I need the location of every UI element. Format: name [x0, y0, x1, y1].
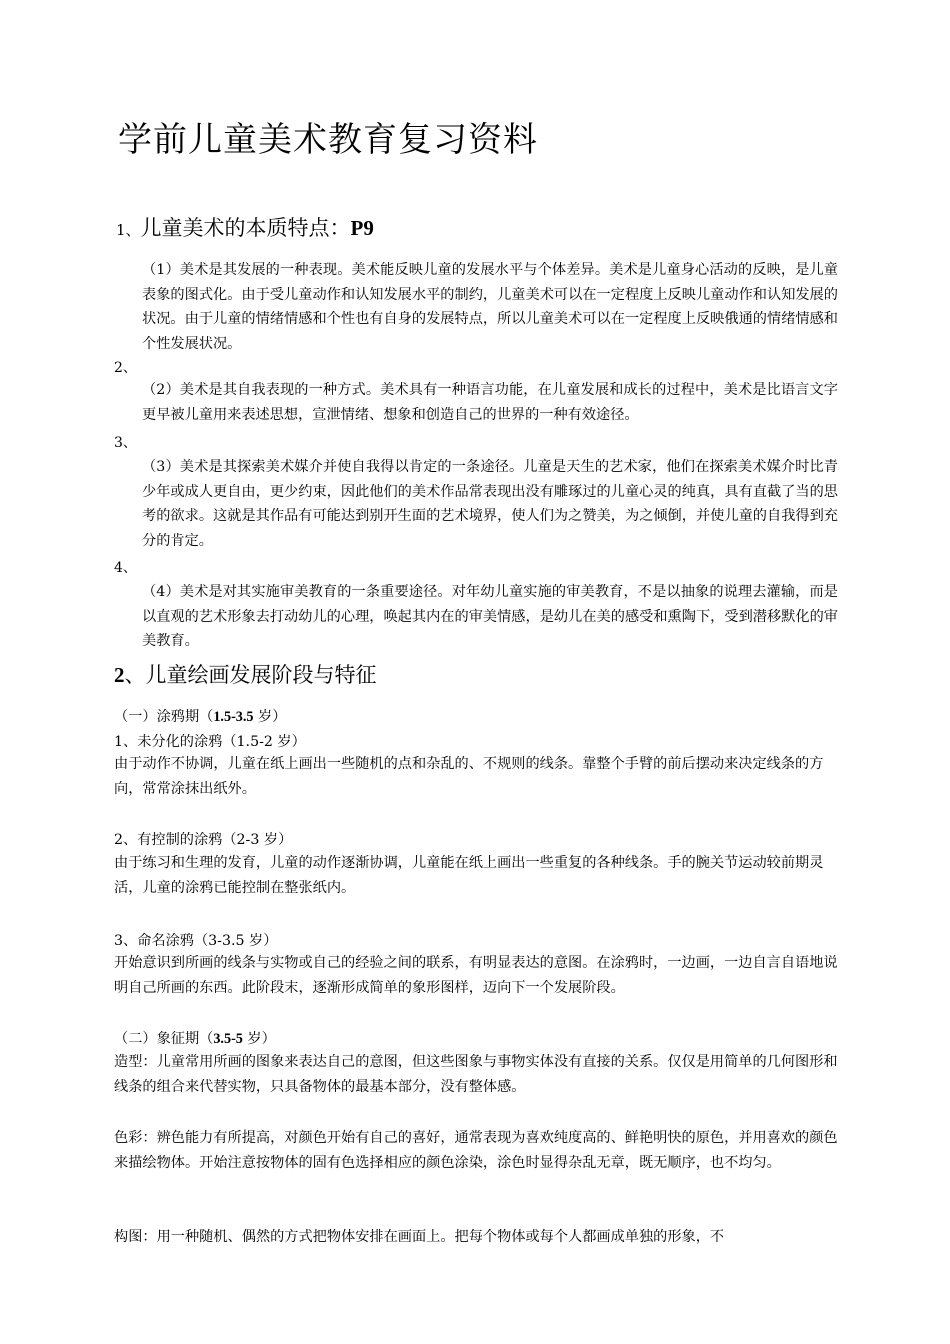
shape-paragraph: 造型：儿童常用所画的图象来表达自己的意图，但这些图象与事物实体没有直接的关系。仅仅是用简单的几何图形和线条的组合来代替实物，只具备物体的最基本部分，没有整体感。	[114, 1054, 838, 1095]
section-1-paragraph-4: （4）美术是对其实施审美教育的一条重要途径。对年幼儿童实施的审美教育，不是以抽象的说理去灌输，而是以直观的艺术形象去打动幼儿的心理，唤起其内在的审美情感，是幼儿在美的感受和熏陶下，受到潜移默化的审美教育。	[142, 584, 838, 649]
substage-1-text: 由于动作不协调，儿童在纸上画出一些随机的点和杂乱的、不规则的线条。靠整个手臂的前后摆动来决定线条的方向，常常涂抹出纸外。	[114, 756, 824, 797]
substage-1-heading: 1、未分化的涂鸦（1.5-2 岁）	[114, 734, 306, 750]
substage-3-text: 开始意识到所画的线条与实物或自己的经验之间的联系，有明显表达的意图。在涂鸦时，一边画，一边自言自语地说明自己所画的东西。此阶段末，逐渐形成简单的象形图样，迈向下一个发展阶段。	[114, 955, 838, 996]
stage-2-range: 3.5-5	[213, 1031, 243, 1047]
section-1-paragraph-3: （3）美术是其探索美术媒介并使自我得以肯定的一条途径。儿童是天生的艺术家，他们在探索美术媒介时比青少年或成人更自由，更少约束，因此他们的美术作品常表现出没有雕琢过的儿童心灵的纯真，具有直截了当的思考的欲求。这就是其作品有可能达到别开生面的艺术境界，使人们为之赞美，为之倾倒，并使儿童的自我得到充分的肯定。	[142, 459, 838, 549]
list-marker-4: 4、	[114, 560, 137, 576]
stage-2-heading: （二）象征期（3.5-5 岁）	[114, 1031, 276, 1047]
section-1-title: 儿童美术的本质特点：	[140, 216, 351, 240]
list-marker-3: 3、	[114, 435, 137, 451]
page-title: 学前儿童美术教育复习资料	[118, 120, 538, 160]
section-1-paragraph-2: （2）美术是其自我表现的一种方式。美术具有一种语言功能，在儿童发展和成长的过程中，美术是比语言文字更早被儿童用来表述思想，宣泄情绪、想象和创造自己的世界的一种有效途径。	[142, 382, 838, 423]
list-marker-2: 2、	[114, 360, 137, 376]
substage-2-text: 由于练习和生理的发育，儿童的动作逐渐协调，儿童能在纸上画出一些重复的各种线条。手的腕关节运动较前期灵活，儿童的涂鸦已能控制在整张纸内。	[114, 855, 824, 896]
section-2-number: 2	[114, 663, 125, 687]
section-1-number: 1、	[116, 221, 141, 239]
color-paragraph: 色彩：辨色能力有所提高，对颜色开始有自己的喜好，通常表现为喜欢纯度高的、鲜艳明快的原色，并用喜欢的颜色来描绘物体。开始注意按物体的固有色选择相应的颜色涂染，涂色时显得杂乱无章，既无顺序，也不均匀。	[114, 1130, 838, 1171]
stage-1-range: 1.5-3.5	[213, 709, 254, 725]
section-2-heading	[114, 659, 377, 689]
section-1-page-ref: P9	[350, 216, 374, 240]
section-1-heading	[116, 212, 374, 242]
section-2-title: 、儿童绘画发展阶段与特征	[124, 663, 377, 687]
stage-1-heading: （一）涂鸦期（1.5-3.5 岁）	[114, 709, 287, 725]
section-1-paragraph-1: （1）美术是其发展的一种表现。美术能反映儿童的发展水平与个体差异。美术是儿童身心活动的反映，是儿童表象的图式化。由于受儿童动作和认知发展水平的制约，儿童美术可以在一定程度上反映儿童动作和认知发展的状况。由于儿童的情绪情感和个性也有自身的发展特点，所以儿童美术可以在一定程度上反映俄通的情绪情感和个性发展状况。	[142, 262, 838, 352]
substage-2-heading: 2、有控制的涂鸦（2-3 岁）	[114, 832, 293, 848]
composition-paragraph: 构图：用一种随机、偶然的方式把物体安排在画面上。把每个物体或每个人都画成单独的形象，不	[114, 1229, 725, 1245]
substage-3-heading: 3、命名涂鸦（3-3.5 岁）	[114, 933, 278, 949]
